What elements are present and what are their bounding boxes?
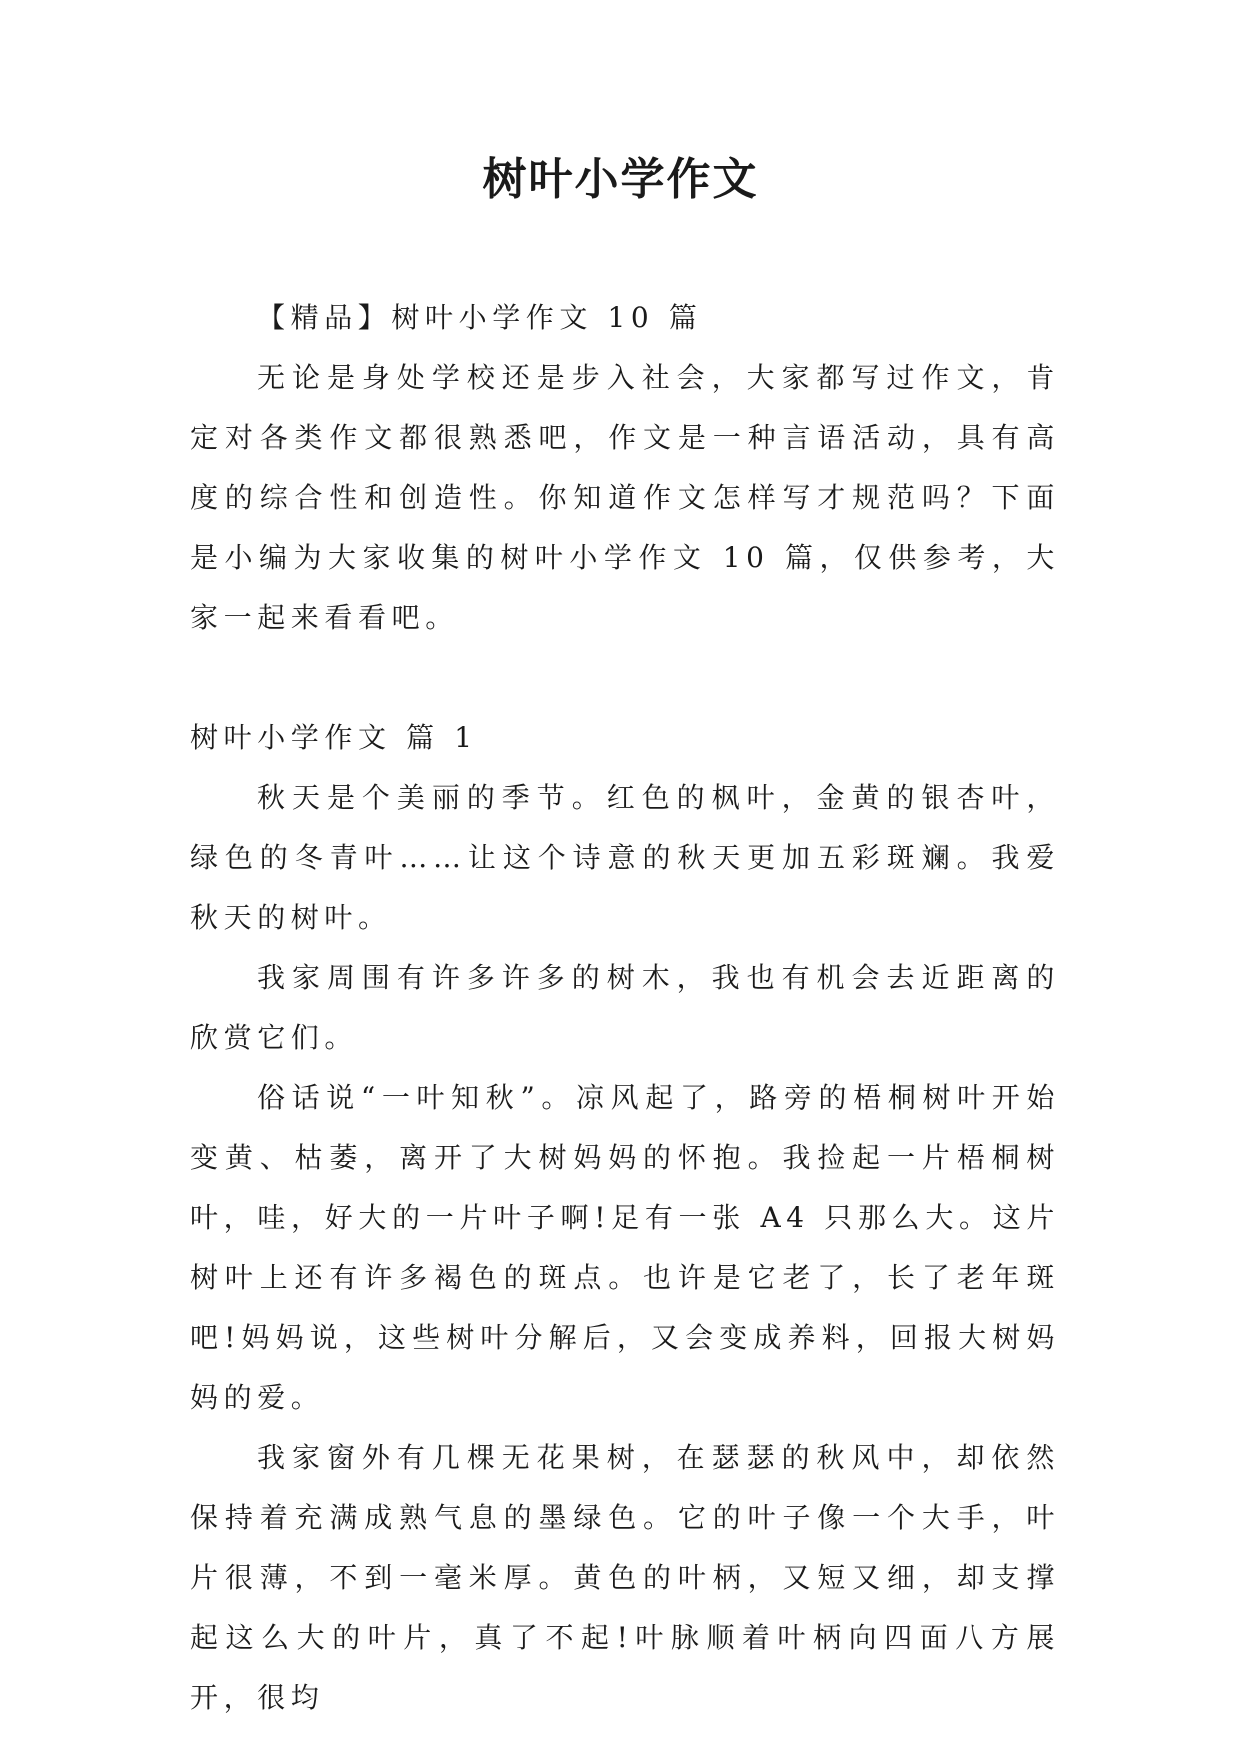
- body-paragraph: 秋天是个美丽的季节。红色的枫叶，金黄的银杏叶，绿色的冬青叶……让这个诗意的秋天更加五彩斑斓。我爱秋天的树叶。: [190, 781, 1060, 934]
- body-paragraph: 我家窗外有几棵无花果树，在瑟瑟的秋风中，却依然保持着充满成熟气息的墨绿色。它的叶子像一个大手，叶片很薄，不到一毫米厚。黄色的叶柄，又短又细，却支撑起这么大的叶片，真了不起!叶脉顺着叶柄向四面八方展开，很均: [190, 1441, 1060, 1714]
- intro-paragraph: 无论是身处学校还是步入社会，大家都写过作文，肯定对各类作文都很熟悉吧，作文是一种言语活动，具有高度的综合性和创造性。你知道作文怎样写才规范吗？下面是小编为大家收集的树叶小学作文 10 篇，仅供参考，大家一起来看看吧。: [190, 361, 1060, 634]
- document-body: [190, 288, 1060, 1728]
- section-heading: 树叶小学作文 篇 1: [190, 721, 478, 754]
- document-title: 树叶小学作文: [482, 154, 759, 205]
- body-paragraph: 我家周围有许多许多的树木，我也有机会去近距离的欣赏它们。: [190, 961, 1060, 1054]
- paragraph-gap: [190, 648, 1060, 708]
- subtitle-line: 【精品】树叶小学作文 10 篇: [257, 301, 703, 334]
- body-paragraph: 俗话说“一叶知秋”。凉风起了，路旁的梧桐树叶开始变黄、枯萎，离开了大树妈妈的怀抱。我捡起一片梧桐树叶，哇，好大的一片叶子啊!足有一张 A4 只那么大。这片树叶上还有许多褐色的斑点。也许是它老了，长了老年斑吧!妈妈说，这些树叶分解后，又会变成养料，回报大树妈妈的爱。: [190, 1081, 1060, 1414]
